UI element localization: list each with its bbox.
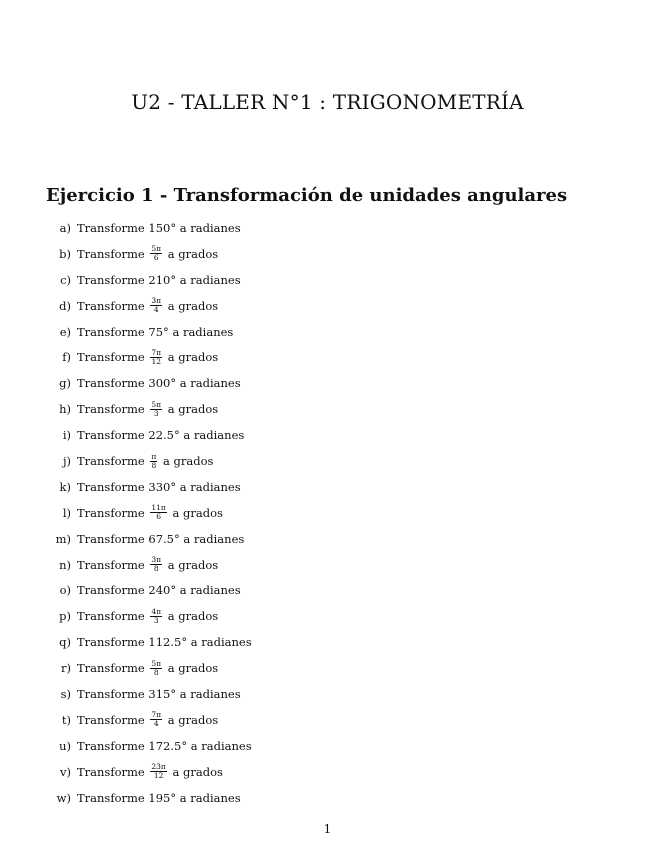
item-label: t) xyxy=(61,712,71,727)
item-text xyxy=(77,658,218,678)
item-text xyxy=(77,555,218,575)
item-label: a) xyxy=(59,221,71,235)
item-label: e) xyxy=(59,324,71,339)
item-target-unit: a radianes xyxy=(172,324,234,339)
item-text xyxy=(77,218,241,238)
item-text xyxy=(77,710,218,730)
fraction-numerator: π xyxy=(151,451,157,461)
angle-value: 210° xyxy=(148,272,177,287)
item-label: n) xyxy=(59,557,71,572)
item-target-unit: a grados xyxy=(167,246,219,261)
item-label: q) xyxy=(59,635,71,650)
fraction-denominator: 3 xyxy=(153,408,159,418)
item-label: l) xyxy=(62,505,71,520)
list-item xyxy=(0,451,655,477)
item-verb: Transforme xyxy=(77,402,145,417)
fraction-numerator: 3π xyxy=(151,296,162,306)
item-text xyxy=(77,451,213,471)
angle-value: 240° xyxy=(148,583,177,598)
item-verb: Transforme xyxy=(77,609,145,624)
fraction-denominator: 3 xyxy=(153,615,159,625)
fraction-numerator: 5π xyxy=(151,658,162,668)
angle-value: 172.5° xyxy=(148,738,188,753)
list-item xyxy=(0,270,655,296)
item-verb: Transforme xyxy=(77,479,145,494)
list-item xyxy=(0,503,655,529)
fraction xyxy=(150,297,162,314)
item-verb: Transforme xyxy=(77,505,145,520)
item-target-unit: a radianes xyxy=(190,635,252,650)
fraction xyxy=(150,660,162,677)
list-item xyxy=(0,399,655,425)
item-verb: Transforme xyxy=(77,557,145,572)
list-item xyxy=(0,529,655,555)
item-text xyxy=(77,322,233,342)
item-text xyxy=(77,399,218,419)
angle-value: 330° xyxy=(148,479,177,494)
list-item xyxy=(0,244,655,270)
angle-value: 22.5° xyxy=(148,428,180,443)
item-text xyxy=(77,580,241,600)
item-text xyxy=(77,632,252,652)
item-target-unit: a grados xyxy=(167,402,219,417)
item-target-unit: a grados xyxy=(167,712,219,727)
fraction-denominator: 12 xyxy=(153,771,164,781)
item-text xyxy=(77,503,223,523)
fraction xyxy=(150,504,166,521)
page-title: U2 - TALLER N°1 : TRIGONOMETRÍA xyxy=(131,90,524,114)
item-verb: Transforme xyxy=(77,738,145,753)
item-label: d) xyxy=(59,298,71,313)
item-text xyxy=(77,606,218,626)
item-target-unit: a grados xyxy=(162,454,214,469)
item-verb: Transforme xyxy=(77,531,145,546)
fraction-numerator: 23π xyxy=(151,762,166,772)
item-verb: Transforme xyxy=(77,298,145,313)
item-label: o) xyxy=(59,583,71,598)
fraction xyxy=(150,711,162,728)
fraction-denominator: 12 xyxy=(151,356,162,366)
item-target-unit: a radianes xyxy=(179,790,241,805)
fraction-numerator: 5π xyxy=(151,399,162,409)
angle-value: 195° xyxy=(148,790,177,805)
fraction-denominator: 8 xyxy=(153,564,159,574)
item-target-unit: a grados xyxy=(167,661,219,676)
item-target-unit: a radianes xyxy=(179,221,241,235)
item-label: p) xyxy=(59,609,71,624)
fraction-denominator: 8 xyxy=(151,460,157,470)
item-text xyxy=(77,762,223,782)
angle-value: 315° xyxy=(148,687,177,702)
fraction-numerator: 11π xyxy=(151,503,166,513)
item-verb: Transforme xyxy=(77,272,145,287)
fraction xyxy=(150,453,157,470)
angle-value: 75° xyxy=(148,324,169,339)
item-target-unit: a radianes xyxy=(179,376,241,391)
list-item xyxy=(0,555,655,581)
item-label: u) xyxy=(59,738,71,753)
item-verb: Transforme xyxy=(77,324,145,339)
item-target-unit: a radianes xyxy=(179,479,241,494)
fraction xyxy=(150,556,162,573)
fraction xyxy=(150,608,162,625)
item-verb: Transforme xyxy=(77,764,145,779)
item-text xyxy=(77,529,244,549)
item-target-unit: a radianes xyxy=(190,738,252,753)
list-item xyxy=(0,658,655,684)
item-label: b) xyxy=(59,246,71,261)
list-item xyxy=(0,425,655,451)
list-item xyxy=(0,296,655,322)
item-text xyxy=(77,347,218,367)
fraction xyxy=(150,763,166,780)
fraction-denominator: 4 xyxy=(153,719,159,729)
item-label: i) xyxy=(62,428,71,443)
item-verb: Transforme xyxy=(77,246,145,261)
item-label: m) xyxy=(55,531,71,546)
item-label: v) xyxy=(60,764,71,779)
item-target-unit: a radianes xyxy=(183,531,245,546)
item-target-unit: a radianes xyxy=(179,687,241,702)
item-label: g) xyxy=(59,376,71,391)
item-label: r) xyxy=(61,661,71,676)
list-item xyxy=(0,218,655,244)
item-label: j) xyxy=(62,454,71,469)
list-item xyxy=(0,477,655,503)
fraction-numerator: 7π xyxy=(151,710,162,720)
item-text xyxy=(77,373,241,393)
list-item xyxy=(0,632,655,658)
item-text xyxy=(77,736,252,756)
angle-value: 112.5° xyxy=(148,635,188,650)
item-label: k) xyxy=(59,479,71,494)
item-verb: Transforme xyxy=(77,376,145,391)
fraction-numerator: 5π xyxy=(151,244,162,254)
fraction-numerator: 3π xyxy=(151,555,162,565)
item-target-unit: a radianes xyxy=(179,583,241,598)
list-item xyxy=(0,322,655,348)
item-label: s) xyxy=(60,687,71,702)
item-label: c) xyxy=(60,272,71,287)
item-target-unit: a grados xyxy=(167,557,219,572)
angle-value: 150° xyxy=(148,221,177,235)
item-verb: Transforme xyxy=(77,635,145,650)
item-text xyxy=(77,684,241,704)
item-text xyxy=(77,296,218,316)
item-target-unit: a radianes xyxy=(183,428,245,443)
exercise-list xyxy=(0,218,655,813)
item-target-unit: a grados xyxy=(167,609,219,624)
list-item xyxy=(0,736,655,762)
list-item xyxy=(0,788,655,814)
item-label: h) xyxy=(59,402,71,417)
item-verb: Transforme xyxy=(77,661,145,676)
item-label: f) xyxy=(62,350,71,365)
fraction-denominator: 4 xyxy=(153,305,159,315)
fraction-numerator: 7π xyxy=(151,347,162,357)
item-verb: Transforme xyxy=(77,583,145,598)
list-item xyxy=(0,347,655,373)
item-text xyxy=(77,425,244,445)
list-item xyxy=(0,606,655,632)
item-text xyxy=(77,270,241,290)
list-item xyxy=(0,373,655,399)
fraction xyxy=(150,245,162,262)
fraction xyxy=(150,401,162,418)
item-verb: Transforme xyxy=(77,687,145,702)
item-verb: Transforme xyxy=(77,428,145,443)
angle-value: 67.5° xyxy=(148,531,180,546)
item-verb: Transforme xyxy=(77,454,145,469)
item-verb: Transforme xyxy=(77,221,145,235)
item-target-unit: a radianes xyxy=(179,272,241,287)
item-text xyxy=(77,788,241,808)
item-text xyxy=(77,477,241,497)
item-target-unit: a grados xyxy=(172,764,223,779)
item-verb: Transforme xyxy=(77,350,145,365)
item-target-unit: a grados xyxy=(167,350,219,365)
item-text xyxy=(77,244,218,264)
item-target-unit: a grados xyxy=(172,505,223,520)
list-item xyxy=(0,762,655,788)
item-label: w) xyxy=(56,790,71,805)
list-item xyxy=(0,684,655,710)
item-target-unit: a grados xyxy=(167,298,219,313)
angle-value: 300° xyxy=(148,376,177,391)
section-heading: Ejercicio 1 - Transformación de unidades angulares xyxy=(46,185,568,206)
item-verb: Transforme xyxy=(77,790,145,805)
fraction xyxy=(150,349,162,366)
list-item xyxy=(0,580,655,606)
fraction-denominator: 6 xyxy=(153,253,159,263)
list-item xyxy=(0,710,655,736)
fraction-denominator: 6 xyxy=(156,512,162,522)
fraction-numerator: 4π xyxy=(151,606,162,616)
page-number: 1 xyxy=(323,822,332,836)
item-verb: Transforme xyxy=(77,712,145,727)
fraction-denominator: 8 xyxy=(153,667,159,677)
